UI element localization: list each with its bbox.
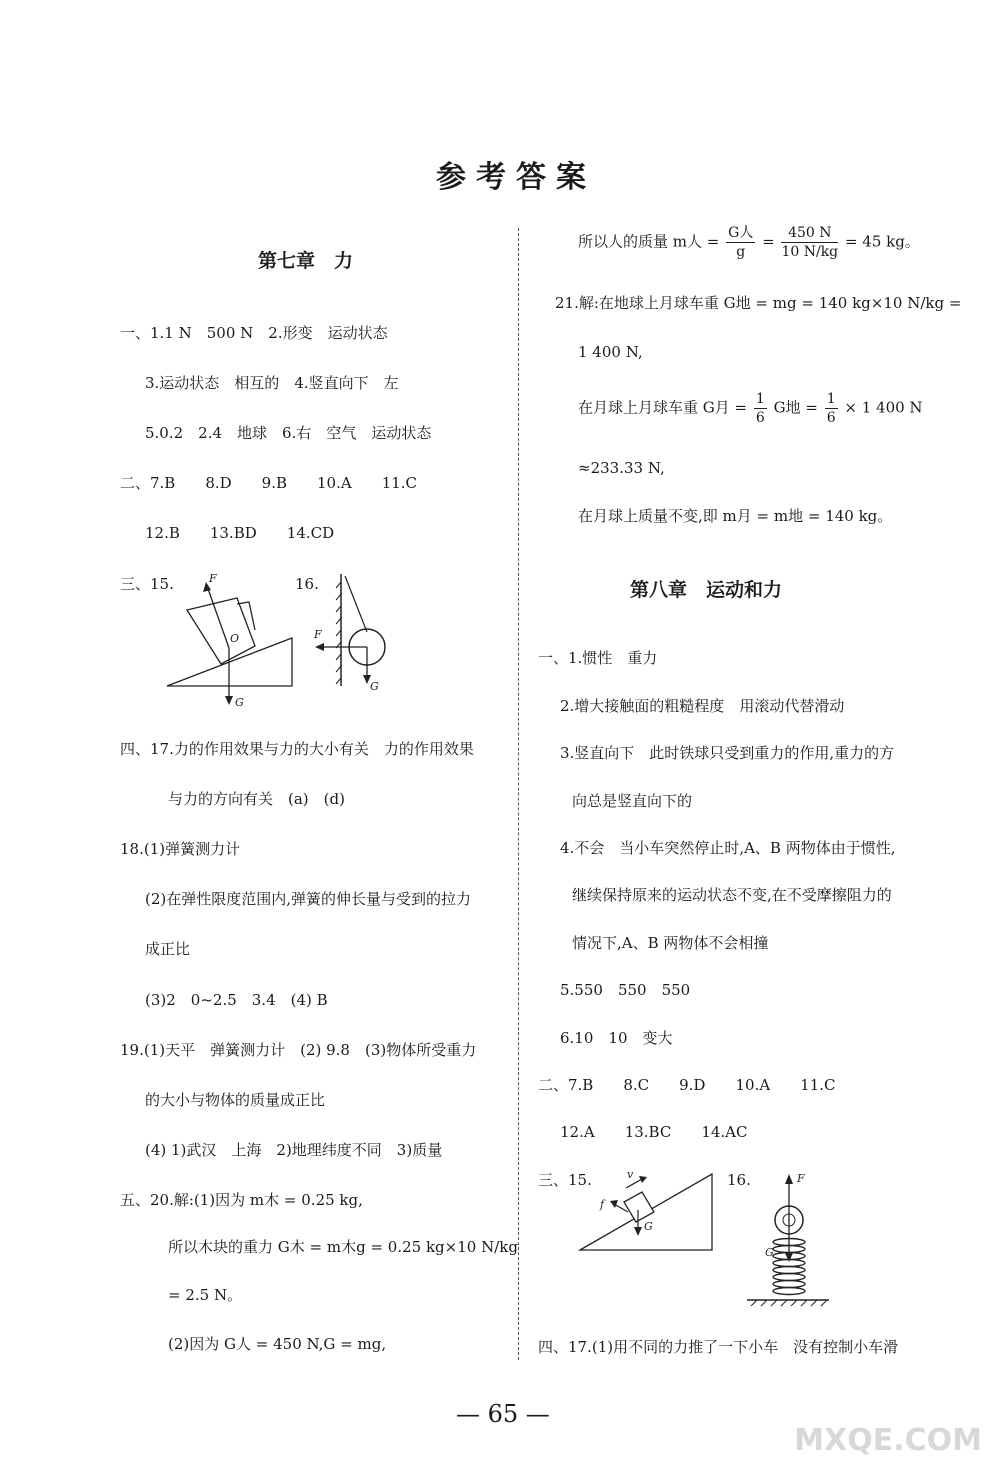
column-divider	[518, 228, 519, 1360]
person-mass-equation: 所以人的质量 m人 = $\frac{\text{G人}}{g}$ = $\frac{450 N}{10 N/kg}$ = 45 kg。	[578, 225, 920, 260]
ch7-q18-line2: (2)在弹性限度范围内,弹簧的伸长量与受到的拉力	[145, 890, 472, 908]
ch7-q1: 一、1.1 N 500 N	[120, 324, 269, 342]
mass-prefix: 所以人的质量	[578, 232, 669, 251]
ch8-q6: 6.10 10 变大	[560, 1029, 673, 1047]
ch7-q20-line3: = 2.5 N。	[168, 1286, 243, 1304]
ch7-q1-2	[120, 323, 388, 343]
frac1-denominator: g	[736, 244, 746, 260]
ch8-q1: 一、1.惯性 重力	[538, 649, 658, 667]
ch8-fig15-label: 三、15.	[538, 1171, 592, 1189]
ch7-fig15-diagram	[165, 568, 297, 710]
fraction-G-over-g	[726, 224, 755, 261]
watermark: MXQE.COM	[794, 1423, 982, 1458]
fraction-one-sixth-a	[754, 390, 767, 427]
fig15-gravity-G: G	[235, 696, 244, 709]
fig8-16-force-F: F	[797, 1172, 805, 1185]
q21-line3-suffix: × 1 400 N	[844, 398, 923, 417]
ch8-q3-line2: 向总是竖直向下的	[572, 792, 693, 810]
q21-line4: ≈233.33 N,	[578, 459, 665, 477]
ch8-q4-line3: 情况下,A、B 两物体不会相撞	[572, 934, 769, 952]
fig16-gravity-G: G	[370, 680, 379, 693]
ch7-q3-4	[145, 373, 399, 393]
fig15-point-O: O	[230, 632, 240, 645]
ch7-fig16-label: 16.	[295, 575, 319, 593]
fig8-16-gravity-G: G	[765, 1246, 774, 1259]
ch7-mc-1: 二、7.B 8.D 9.B 10.A 11.C	[120, 474, 418, 492]
ch8-q4-line1: 4.不会 当小车突然停止时,A、B 两物体由于惯性,	[560, 839, 896, 857]
q21-line1: 21.解:在地球上月球车重 G地 = mg = 140 kg×10 N/kg =	[555, 294, 962, 312]
chapter-8-heading: 第八章 运动和力	[630, 579, 783, 601]
frac1-numerator: G人	[728, 225, 754, 241]
ch7-q17-line1: 四、17.力的作用效果与力的大小有关 力的作用效果	[120, 740, 474, 758]
frac-b-numerator: 1	[826, 391, 836, 407]
ch7-q19-line2: 的大小与物体的质量成正比	[145, 1091, 326, 1109]
mass-variable: m人 =	[672, 232, 720, 251]
ch7-q19-line3: (4) 1)武汉 上海 2)地理纬度不同 3)质量	[145, 1141, 443, 1159]
page-number: — 65 —	[456, 1400, 550, 1428]
ch7-q20-line4: (2)因为 G人 = 450 N,G = mg,	[168, 1335, 387, 1353]
ch7-q3: 3.运动状态 相互的	[145, 374, 295, 392]
ch7-q5: 5.0.2 2.4 地球	[145, 424, 283, 442]
ch7-q5-6	[145, 423, 431, 443]
frac2-numerator: 450 N	[781, 224, 838, 243]
ch7-q20-line1: 五、20.解:(1)因为 m木 = 0.25 kg,	[120, 1191, 363, 1209]
q21-line3-mid: G地 =	[773, 398, 818, 417]
frac-a-denominator: 6	[755, 410, 765, 426]
ch7-fig16-diagram	[305, 572, 395, 694]
ch8-mc-2: 12.A 13.BC 14.AC	[560, 1123, 748, 1141]
fig15-force-F: F	[209, 572, 217, 585]
fig16-force-F: F	[314, 628, 322, 641]
page-title: 参考答案	[436, 160, 596, 195]
fraction-one-sixth-b	[825, 390, 838, 427]
ch7-q18-line4: (3)2 0~2.5 3.4 (4) B	[145, 991, 328, 1009]
fig8-15-gravity-G: G	[644, 1220, 653, 1233]
ch8-fig15-diagram	[578, 1166, 718, 1254]
chapter-7-heading: 第七章 力	[258, 250, 354, 272]
ch8-q3-line1: 3.竖直向下 此时铁球只受到重力的作用,重力的方	[560, 744, 895, 762]
q21-moon-weight	[578, 390, 923, 427]
ch7-q6: 6.右 空气 运动状态	[282, 424, 432, 442]
ch7-fig15-label: 三、15.	[120, 575, 174, 593]
frac-a-numerator: 1	[755, 391, 765, 407]
ch8-fig16-label: 16.	[727, 1171, 751, 1189]
ch7-q18-line1: 18.(1)弹簧测力计	[120, 840, 241, 858]
ch7-q20-line2: 所以木块的重力 G木 = m木g = 0.25 kg×10 N/kg	[168, 1238, 518, 1256]
fraction-450-over-10	[781, 224, 838, 261]
q21-line5: 在月球上质量不变,即 m月 = m地 = 140 kg。	[578, 507, 893, 525]
frac-b-denominator: 6	[826, 410, 836, 426]
ch8-q4-line2: 继续保持原来的运动状态不变,在不受摩擦阻力的	[572, 886, 892, 904]
ch8-mc-1: 二、7.B 8.C 9.D 10.A 11.C	[538, 1076, 836, 1094]
frac2-denominator: 10 N/kg	[781, 244, 839, 260]
fig8-15-friction-f: f	[600, 1198, 605, 1211]
ch7-q19-line1: 19.(1)天平 弹簧测力计 (2) 9.8 (3)物体所受重力	[120, 1041, 477, 1059]
ch8-q17-line1: 四、17.(1)用不同的力推了一下小车 没有控制小车滑	[538, 1338, 899, 1356]
ch7-q4: 4.竖直向下 左	[294, 374, 399, 392]
ch7-q2: 2.形变 运动状态	[268, 324, 388, 342]
ch8-q5: 5.550 550 550	[560, 981, 691, 999]
q21-line2: 1 400 N,	[578, 343, 643, 361]
ch7-q17-line2: 与力的方向有关 (a) (d)	[168, 790, 345, 808]
ch7-mc-2: 12.B 13.BD 14.CD	[145, 524, 335, 542]
ch8-q2: 2.增大接触面的粗糙程度 用滚动代替滑动	[560, 697, 845, 715]
ch8-fig16-diagram	[745, 1166, 835, 1310]
ch7-q18-line3: 成正比	[145, 940, 191, 958]
fig8-15-velocity-v: v	[627, 1168, 634, 1181]
q21-line3-prefix: 在月球上月球车重 G月 =	[578, 398, 748, 417]
mass-result: = 45 kg。	[844, 232, 920, 251]
